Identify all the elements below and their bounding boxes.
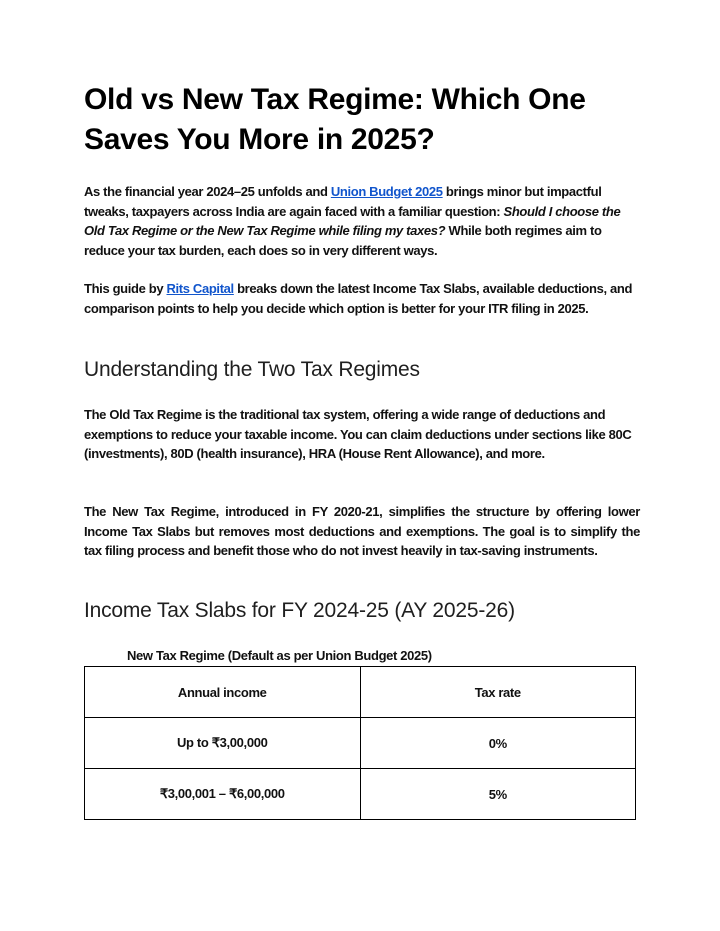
- table-caption: New Tax Regime (Default as per Union Budget 2025): [127, 648, 432, 663]
- section-heading-regimes: Understanding the Two Tax Regimes: [84, 358, 420, 381]
- table-row: [85, 718, 636, 769]
- new-regime-paragraph: The New Tax Regime, introduced in FY 2020-21, simplifies the structure by offering lower Income Tax Slabs but removes most deductions and exemptions. The goal is to simplify the tax filing process and benefit those who do not invest heavily in tax-saving instruments.: [84, 504, 640, 558]
- rits-capital-link[interactable]: Rits Capital: [166, 281, 234, 296]
- section-heading-slabs: Income Tax Slabs for FY 2024-25 (AY 2025-26): [84, 599, 515, 622]
- intro-paragraph: [84, 182, 640, 260]
- guide-text-start: This guide by: [84, 281, 167, 296]
- intro-text-end: While both regimes aim to reduce your tax burden, each does so in very different ways.: [84, 223, 602, 258]
- page-title: Old vs New Tax Regime: Which One Saves You More in 2025?: [84, 83, 586, 156]
- union-budget-link[interactable]: Union Budget 2025: [330, 184, 443, 199]
- column-header-tax-rate: Tax rate: [360, 667, 636, 718]
- column-header-annual-income: Annual income: [85, 667, 361, 718]
- intro-text-start: As the financial year 2024–25 unfolds and: [84, 184, 331, 199]
- income-cell: ₹3,00,001 – ₹6,00,000: [85, 769, 361, 820]
- rate-cell: 0%: [360, 718, 636, 769]
- guide-paragraph: [84, 279, 640, 318]
- tax-slab-table: [84, 666, 636, 820]
- income-cell: Up to ₹3,00,000: [85, 718, 361, 769]
- rate-cell: 5%: [360, 769, 636, 820]
- table-header-row: [85, 667, 636, 718]
- guide-text-end: breaks down the latest Income Tax Slabs, available deductions, and comparison points to help you decide which option is better for your ITR filing in 2025.: [84, 281, 633, 316]
- intro-question: Should I choose the Old Tax Regime or the New Tax Regime while filing my taxes?: [84, 203, 621, 238]
- old-regime-paragraph: The Old Tax Regime is the traditional tax system, offering a wide range of deductions and exemptions to reduce your taxable income. You can claim deductions under sections like 80C (investments), 80D (health insurance), HRA (House Rent Allowance), and more.: [84, 407, 632, 461]
- table-row: [85, 769, 636, 820]
- intro-text-middle: brings minor but impactful tweaks, taxpayers across India are again faced with a familiar question:: [84, 184, 602, 219]
